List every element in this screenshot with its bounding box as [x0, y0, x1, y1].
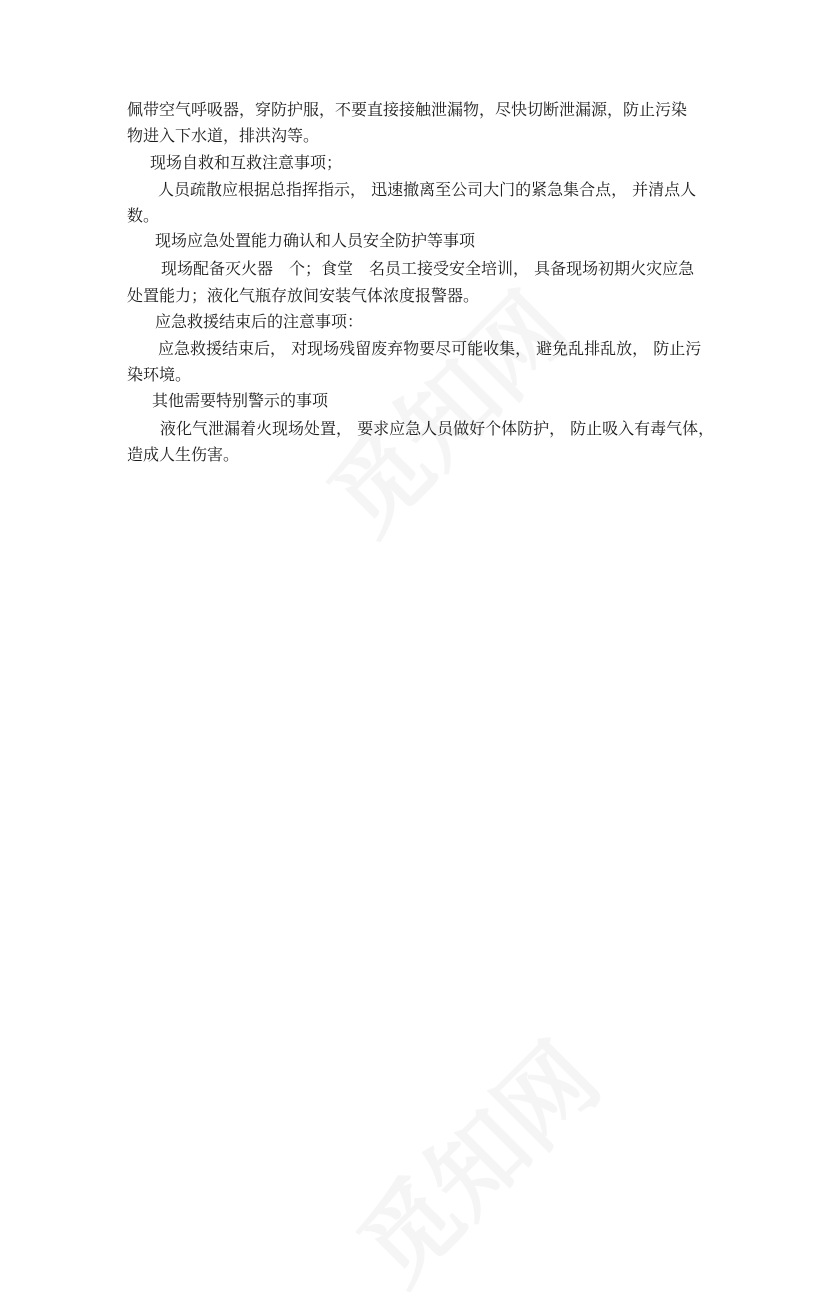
body-line: 造成人生伤害。: [127, 445, 240, 464]
body-line: 人员疏散应根据总指挥指示， 迅速撤离至公司大门的紧急集合点， 并清点人: [158, 180, 697, 199]
body-line: 现场配备灭火器 个；食堂 名员工接受安全培训， 具备现场初期火灾应急: [161, 259, 695, 278]
section-heading: 应急救援结束后的注意事项：: [155, 312, 364, 331]
body-line: 液化气泄漏着火现场处置， 要求应急人员做好个体防护， 防止吸入有毒气体，: [160, 419, 715, 438]
body-line: 佩带空气呼吸器，穿防护服，不要直接接触泄漏物，尽快切断泄漏源，防止污染: [127, 100, 688, 119]
body-line: 应急救援结束后， 对现场残留废弃物要尽可能收集， 避免乱排乱放， 防止污: [158, 339, 702, 358]
watermark: [324, 1008, 625, 1309]
section-heading: 其他需要特别警示的事项: [152, 391, 329, 410]
body-line: 物进入下水道，排洪沟等。: [127, 126, 320, 145]
section-heading: 现场自救和互救注意事项；: [150, 153, 343, 172]
body-line: 处置能力；液化气瓶存放间安装气体浓度报警器。: [127, 286, 480, 305]
body-line: 染环境。: [127, 365, 192, 384]
section-heading: 现场应急处置能力确认和人员安全防护等事项: [155, 231, 476, 250]
body-line: 数。: [127, 206, 160, 225]
